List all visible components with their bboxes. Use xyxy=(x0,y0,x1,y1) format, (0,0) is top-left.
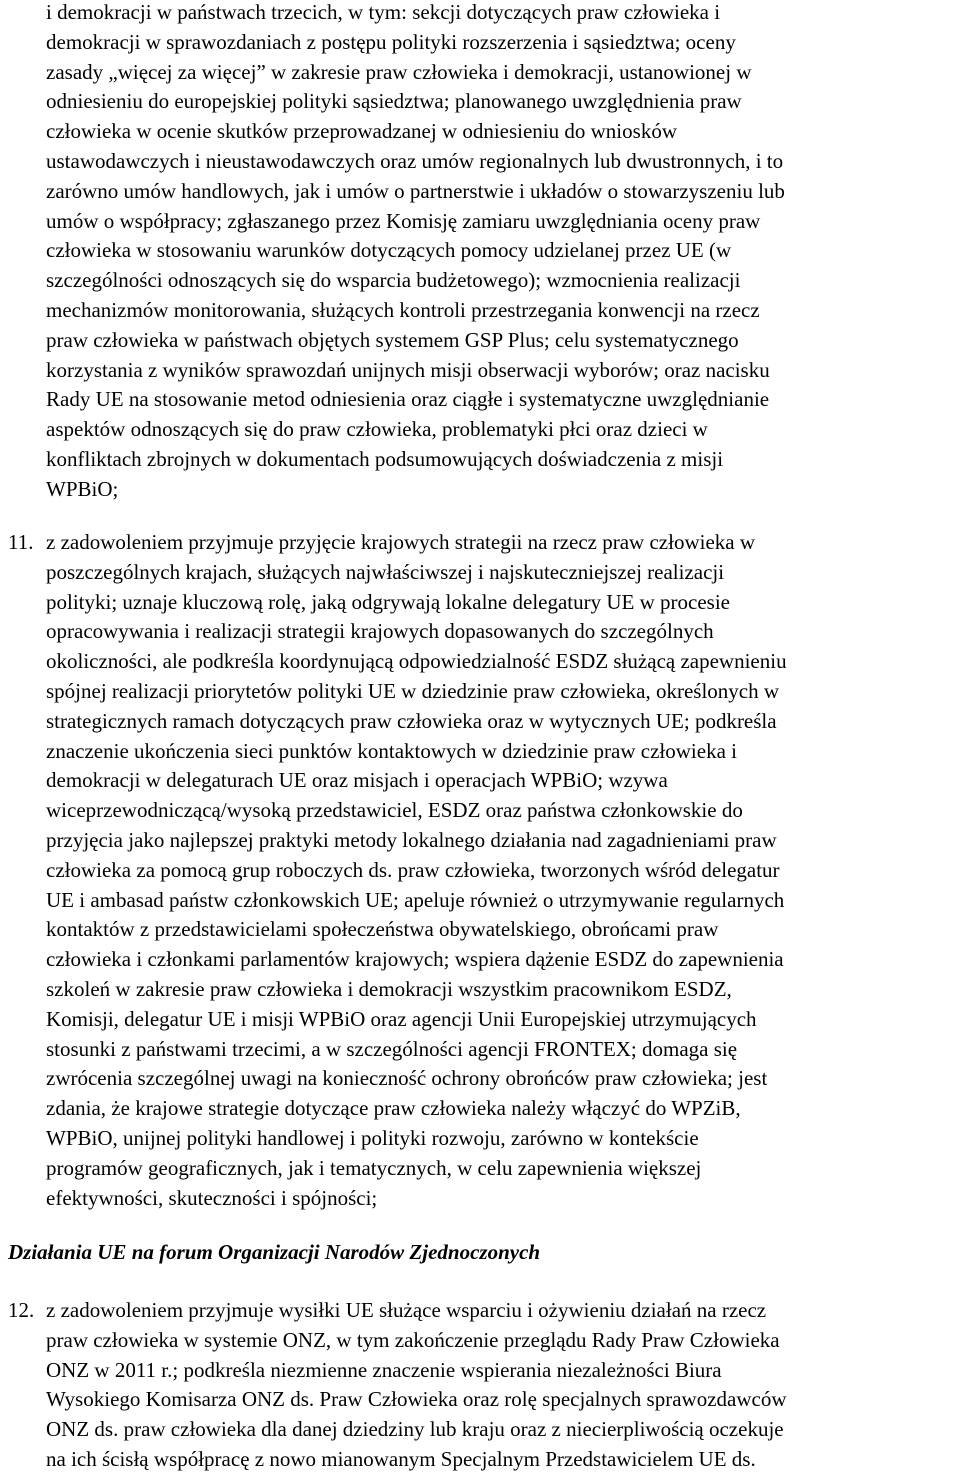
text-line: umów o współpracy; zgłaszanego przez Komisję zamiaru uwzględniania oceny praw xyxy=(46,208,761,233)
text-line: z zadowoleniem przyjmuje wysiłki UE służące wsparciu i ożywieniu działań na rzecz xyxy=(46,1298,767,1322)
text-line: Wysokiego Komisarza ONZ ds. Praw Człowieka oraz rolę specjalnych sprawozdawców xyxy=(46,1387,787,1412)
text-line: praw człowieka w państwach objętych systemem GSP Plus; celu systematycznego xyxy=(46,327,739,352)
text-line: demokracji w sprawozdaniach z postępu polityki rozszerzenia i sąsiedztwa; oceny xyxy=(46,29,736,54)
text-line: człowieka w ocenie skutków przeprowadzanej w odniesieniu do wniosków xyxy=(46,119,677,144)
text-line: z zadowoleniem przyjmuje przyjęcie krajowych strategii na rzecz praw człowieka w xyxy=(46,530,755,554)
item-12-number: 12. xyxy=(8,1298,35,1322)
text-line: konfliktach zbrojnych w dokumentach podsumowujących doświadczenia z misji xyxy=(46,447,724,471)
text-line: aspektów odnoszących się do praw człowieka, problematyki płci oraz dzieci w xyxy=(46,417,708,442)
text-line: efektywności, skuteczności i spójności; xyxy=(46,1185,378,1210)
text-line: wiceprzewodniczącą/wysoką przedstawiciel, ESDZ oraz państwa członkowskie do xyxy=(46,798,743,823)
text-line: odniesieniu do europejskiej polityki sąsiedztwa; planowanego uwzględnienia praw xyxy=(46,89,742,114)
text-line: człowieka w stosowaniu warunków dotyczących pomocy udzielanej przez UE (w xyxy=(46,238,732,263)
text-line: zwrócenia szczególnej uwagi na konieczność ochrony obrońców praw człowieka; jest xyxy=(46,1066,768,1091)
text-line: znaczenie ukończenia sieci punktów kontaktowych w dziedzinie praw człowieka i xyxy=(46,738,737,763)
text-line: Komisji, delegatur UE i misji WPBiO oraz agencji Unii Europejskiej utrzymujących xyxy=(46,1006,757,1031)
text-line: na ich ścisłą współpracę z nowo mianowanym Specjalnym Przedstawicielem UE ds. xyxy=(46,1447,756,1471)
text-line: spójnej realizacji priorytetów polityki UE w dziedzinie praw człowieka, określonych w xyxy=(46,679,780,703)
text-line: poszczególnych krajach, służących najwłaściwszej i najskuteczniejszej realizacji xyxy=(46,559,725,584)
text-line: zasady „więcej za więcej” w zakresie praw człowieka i demokracji, ustanowionej w xyxy=(46,59,752,84)
text-line: mechanizmów monitorowania, służących kontroli przestrzegania konwencji na rzecz xyxy=(46,298,760,322)
text-line: strategicznych ramach dotyczących praw człowieka oraz w wytycznych UE; podkreśla xyxy=(46,708,777,733)
text-line: szczególności odnoszących się do wsparcia budżetowego); wzmocnienia realizacji xyxy=(46,268,741,293)
text-line: opracowywania i realizacji strategii krajowych dopasowanych do szczególnych xyxy=(46,619,714,644)
text-line: ustawodawczych i nieustawodawczych oraz umów regionalnych lub dwustronnych, i to xyxy=(46,149,784,173)
text-line: człowieka za pomocą grup roboczych ds. praw człowieka, tworzonych wśród delegatur xyxy=(46,857,780,882)
text-line: ONZ ds. praw człowieka dla danej dziedziny lub kraju oraz z niecierpliwością oczekuje xyxy=(46,1417,784,1442)
text-line: praw człowieka w systemie ONZ, w tym zakończenie przeglądu Rady Praw Człowieka xyxy=(46,1327,780,1352)
text-line: zdania, że krajowe strategie dotyczące praw człowieka należy włączyć do WPZiB, xyxy=(46,1096,741,1121)
text-line: WPBiO, unijnej polityki handlowej i polityki rozwoju, zarówno w kontekście xyxy=(46,1126,699,1150)
text-line: UE i ambasad państw członkowskich UE; apeluje również o utrzymywanie regularnych xyxy=(46,887,785,912)
item-11-number: 11. xyxy=(8,530,34,554)
text-line: i demokracji w państwach trzecich, w tym: sekcji dotyczących praw człowieka i xyxy=(46,0,721,24)
text-line: WPBiO; xyxy=(46,476,119,501)
text-line: korzystania z wyników sprawozdań unijnych misji obserwacji wyborów; oraz nacisku xyxy=(46,357,770,382)
text-line: demokracji w delegaturach UE oraz misjach i operacjach WPBiO; wzywa xyxy=(46,768,668,793)
text-line: ONZ w 2011 r.; podkreśla niezmienne znaczenie wspierania niezależności Biura xyxy=(46,1357,722,1382)
text-line: programów geograficznych, jak i tematycznych, w celu zapewnienia większej xyxy=(46,1155,702,1180)
text-line: okoliczności, ale podkreśla koordynującą odpowiedzialność ESDZ służącą zapewnieniu xyxy=(46,649,787,674)
text-line: szkoleń w zakresie praw człowieka i demokracji wszystkim pracownikom ESDZ, xyxy=(46,977,732,1001)
text-line: kontaktów z przedstawicielami społeczeństwa obywatelskiego, obrońcami praw xyxy=(46,917,719,942)
text-line: polityki; uznaje kluczową rolę, jaką odgrywają lokalne delegatury UE w procesie xyxy=(46,589,730,614)
section-heading: Działania UE na forum Organizacji Narodów Zjednoczonych xyxy=(8,1240,541,1264)
text-line: stosunki z państwami trzecimi, a w szczególności agencji FRONTEX; domaga się xyxy=(46,1036,738,1061)
text-line: zarówno umów handlowych, jak i umów o partnerstwie i układów o stowarzyszeniu lub xyxy=(46,178,785,203)
text-line: przyjęcia jako najlepszej praktyki metody lokalnego działania nad zagadnieniami praw xyxy=(46,828,777,852)
text-line: człowieka i członkami parlamentów krajowych; wspiera dążenie ESDZ do zapewnienia xyxy=(46,947,784,972)
text-line: Rady UE na stosowanie metod odniesienia oraz ciągłe i systematyczne uwzględnianie xyxy=(46,387,770,412)
